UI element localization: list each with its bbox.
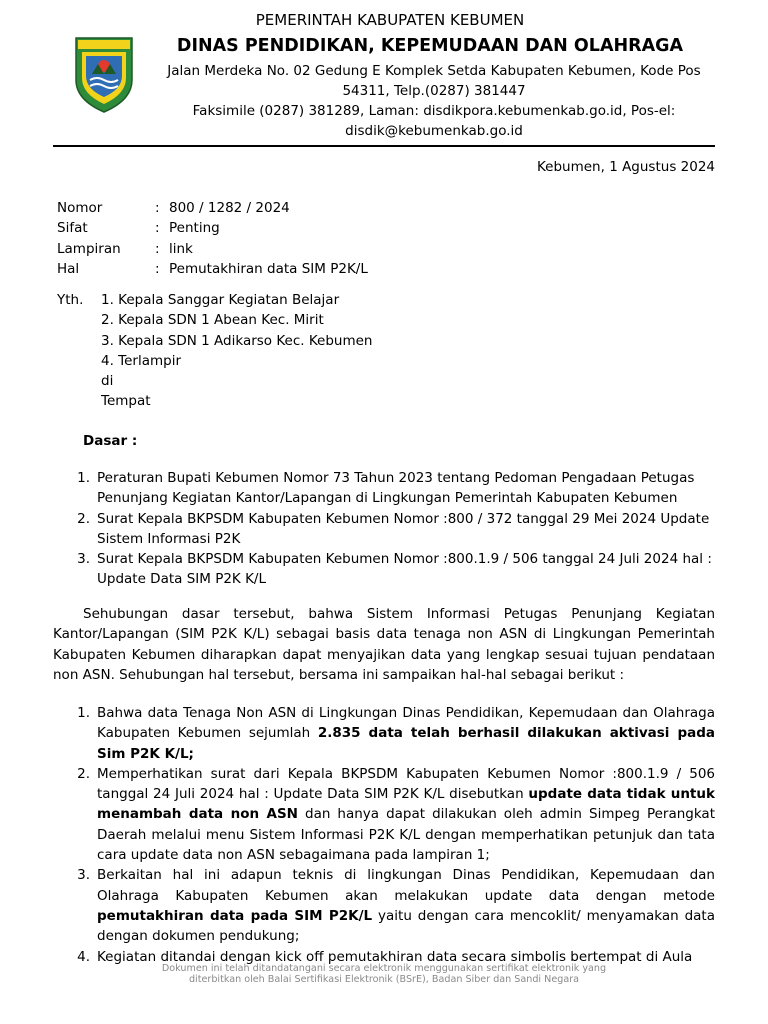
meta-key: Lampiran bbox=[57, 240, 121, 257]
meta-row-sifat bbox=[57, 220, 368, 240]
spacer bbox=[57, 312, 101, 332]
meta-key: Hal bbox=[57, 260, 80, 277]
list-item bbox=[53, 865, 715, 946]
recipient-line: Tempat bbox=[101, 393, 151, 410]
list-item bbox=[53, 764, 715, 865]
text-run: yaitu dengan cara mencoklit/ menyamakan data dengan dokumen pendukung; bbox=[97, 907, 715, 945]
list-number: 3. bbox=[77, 867, 90, 884]
spacer bbox=[57, 373, 101, 393]
meta-sep: : bbox=[155, 220, 160, 237]
list-number-cell bbox=[53, 865, 90, 946]
recipient-line: 4. Terlampir bbox=[101, 352, 182, 369]
recipient-line: 3. Kepala SDN 1 Adikarso Kec. Kebumen bbox=[101, 332, 373, 349]
letterhead bbox=[0, 0, 768, 150]
recipient-line: 2. Kepala SDN 1 Abean Kec. Mirit bbox=[101, 312, 324, 329]
letter-date: Kebumen, 1 Agustus 2024 bbox=[536, 159, 715, 175]
list-number-cell bbox=[53, 549, 90, 590]
text-run: Bahwa data Tenaga Non ASN di Lingkungan Dinas Pendidikan, Kepemudaan dan Olahraga Kabupaten Kebumen sejumlah bbox=[97, 705, 715, 742]
footer-line: Dokumen ini telah ditandatangani secara elektronik menggunakan sertifikat elektronik yang bbox=[161, 963, 607, 974]
list-text bbox=[90, 865, 715, 946]
recipient-line: 1. Kepala Sanggar Kegiatan Belajar bbox=[101, 292, 340, 308]
agency-name: DINAS PENDIDIKAN, KEPEMUDAAN DAN OLAHRAGA bbox=[176, 36, 684, 56]
agency-address bbox=[150, 61, 718, 141]
list-text bbox=[90, 764, 715, 865]
list-number: 4. bbox=[77, 948, 90, 965]
text-run: Berkaitan hal ini adapun teknis di lingkungan Dinas Pendidikan, Kepemudaan dan Olahraga Kabupaten Kebumen akan melakukan update data dengan metode bbox=[97, 867, 715, 904]
list-text: Peraturan Bupati Kebumen Nomor 73 Tahun 2023 tentang Pedoman Pengadaan Petugas Penunjang Kegiatan Kantor/Lapangan di Lingkungan Pemerintah Kabupaten Kebumen bbox=[97, 470, 695, 507]
list-number-cell bbox=[53, 468, 90, 509]
list-number: 1. bbox=[77, 470, 90, 486]
recipient-label: Yth. bbox=[57, 292, 84, 308]
recipient-row bbox=[57, 353, 372, 373]
list-number: 2. bbox=[77, 510, 90, 527]
bold-run: pemutakhiran data pada SIM P2K/L bbox=[97, 907, 373, 924]
recipient-row bbox=[57, 292, 372, 312]
recipients-block bbox=[57, 292, 372, 414]
meta-row-lampiran bbox=[57, 241, 368, 261]
meta-value: Penting bbox=[169, 220, 220, 237]
list-item bbox=[53, 509, 715, 550]
list-number-cell bbox=[53, 509, 90, 550]
meta-value: link bbox=[169, 240, 193, 257]
meta-key: Sifat bbox=[57, 220, 88, 237]
list-number: 1. bbox=[77, 705, 90, 721]
list-number: 3. bbox=[77, 551, 90, 568]
meta-value: Pemutakhiran data SIM P2K/L bbox=[169, 260, 368, 277]
list-text: Surat Kepala BKPSDM Kabupaten Kebumen Nomor :800.1.9 / 506 tanggal 24 Juli 2024 hal : Update Data SIM P2K K/L bbox=[97, 551, 712, 588]
e-signature-footer bbox=[0, 963, 768, 985]
meta-row-hal bbox=[57, 261, 368, 281]
recipient-line: di bbox=[101, 373, 114, 390]
spacer bbox=[57, 333, 101, 353]
list-text bbox=[90, 703, 715, 764]
bold-run: 2.835 data telah berhasil dilakukan aktivasi pada Sim P2K K/L; bbox=[97, 725, 715, 762]
meta-sep: : bbox=[155, 200, 160, 216]
list-item bbox=[53, 549, 715, 590]
text-run: Kegiatan ditandai dengan kick off pemutakhiran data secara simbolis bertempat di Aula bbox=[97, 948, 693, 965]
meta-sep: : bbox=[155, 240, 160, 257]
government-name: PEMERINTAH KABUPATEN KEBUMEN bbox=[255, 11, 525, 29]
meta-row-nomor bbox=[57, 200, 368, 220]
points-list bbox=[53, 703, 715, 967]
recipient-row bbox=[57, 333, 372, 353]
dasar-heading: Dasar : bbox=[83, 433, 138, 449]
spacer bbox=[57, 353, 101, 373]
list-item bbox=[53, 703, 715, 764]
list-text: Surat Kepala BKPSDM Kabupaten Kebumen Nomor :800 / 372 tanggal 29 Mei 2024 Update Sistem Informasi P2K bbox=[97, 510, 710, 547]
body-paragraph: Sehubungan dasar tersebut, bahwa Sistem Informasi Petugas Penunjang Kegiatan Kantor/Lapangan (SIM P2K K/L) sebagai basis data tenaga non ASN di Lingkungan Pemerintah Kabupaten Kebumen diharapkan dapat menyajikan data yang lengkap sesuai tujuan pendataan non ASN. Sehubungan hal tersebut, bersama ini sampaikan hal-hal sebagai berikut : bbox=[53, 606, 715, 683]
letter-meta bbox=[57, 200, 368, 281]
text-run: Memperhatikan surat dari Kepala BKPSDM Kabupaten Kebumen Nomor :800.1.9 / 506 tanggal 24 Juli 2024 hal : Update Data SIM P2K K/L disebutkan bbox=[97, 765, 715, 803]
list-number-cell bbox=[53, 703, 90, 764]
list-number-cell bbox=[53, 764, 90, 865]
dasar-list bbox=[53, 468, 715, 590]
meta-sep: : bbox=[155, 260, 160, 277]
address-line: disdik@kebumenkab.go.id bbox=[345, 123, 523, 139]
letterhead-divider bbox=[53, 145, 715, 147]
meta-key: Nomor bbox=[57, 200, 103, 216]
list-number: 2. bbox=[77, 765, 90, 782]
address-line: 54311, Telp.(0287) 381447 bbox=[342, 83, 526, 99]
address-line: Jalan Merdeka No. 02 Gedung E Komplek Setda Kabupaten Kebumen, Kode Pos bbox=[167, 63, 701, 79]
recipient-row bbox=[57, 312, 372, 332]
bold-run: update data tidak untuk menambah data non ASN bbox=[97, 786, 715, 823]
address-line: Faksimile (0287) 381289, Laman: disdikpora.kebumenkab.go.id, Pos-el: bbox=[192, 103, 676, 119]
recipient-row bbox=[57, 393, 372, 413]
spacer bbox=[57, 393, 101, 413]
recipient-row bbox=[57, 373, 372, 393]
text-run: dan hanya dapat dilakukan oleh admin Simpeg Perangkat Daerah melalui menu Sistem Informasi P2K K/L dengan memperhatikan petunjuk dan tata cara update data non ASN sebagaimana pada lampiran 1; bbox=[97, 806, 716, 864]
footer-line: diterbitkan oleh Balai Sertifikasi Elektronik (BSrE), Badan Siber dan Sandi Negara bbox=[188, 974, 580, 985]
meta-value: 800 / 1282 / 2024 bbox=[169, 200, 290, 216]
list-item bbox=[53, 468, 715, 509]
